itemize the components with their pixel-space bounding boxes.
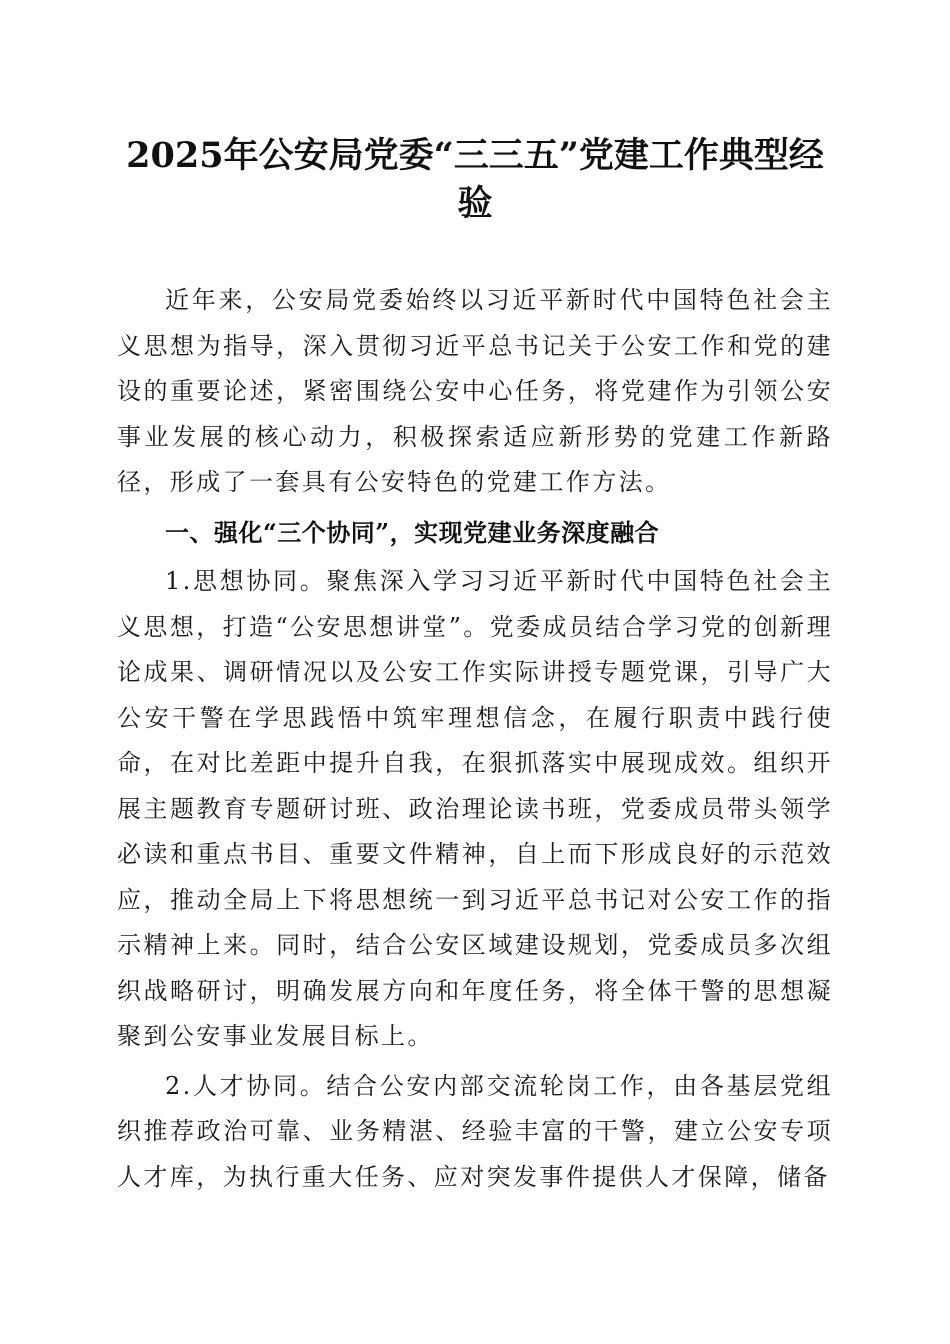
item-paragraph-2: 2.人才协同。结合公安内部交流轮岗工作，由各基层党组织推荐政治可靠、业务精湛、经验丰富的干警，建立公安专项人才库，为执行重大任务、应对突发事件提供人才保障，储备 [117, 1071, 833, 1191]
document-body [117, 278, 833, 1200]
document-title: 2025年公安局党委“三三五”党建工作典型经验 [126, 135, 824, 224]
intro-paragraph: 近年来，公安局党委始终以习近平新时代中国特色社会主义思想为指导，深入贯彻习近平总书记关于公安工作和党的建设的重要论述，紧密围绕公安中心任务，将党建作为引领公安事业发展的核心动力，积极探索适应新形势的党建工作新路径，形成了一套具有公安特色的党建工作方法。 [117, 286, 833, 496]
section-heading: 一、强化“三个协同”，实现党建业务深度融合 [165, 517, 660, 547]
item-paragraph-1: 1.思想协同。聚焦深入学习习近平新时代中国特色社会主义思想，打造“公安思想讲堂”。党委成员结合学习党的创新理论成果、调研情况以及公安工作实际讲授专题党课，引导广大公安干警在学思践悟中筑牢理想信念，在履行职责中践行使命，在对比差距中提升自我，在狠抓落实中展现成效。组织开展主题教育专题研讨班、政治理论读书班，党委成员带头领学必读和重点书目、重要文件精神，自上而下形成良好的示范效应，推动全局上下将思想统一到习近平总书记对公安工作的指示精神上来。同时，结合公安区域建设规划，党委成员多次组织战略研讨，明确发展方向和年度任务，将全体干警的思想凝聚到公安事业发展目标上。 [117, 567, 833, 1050]
